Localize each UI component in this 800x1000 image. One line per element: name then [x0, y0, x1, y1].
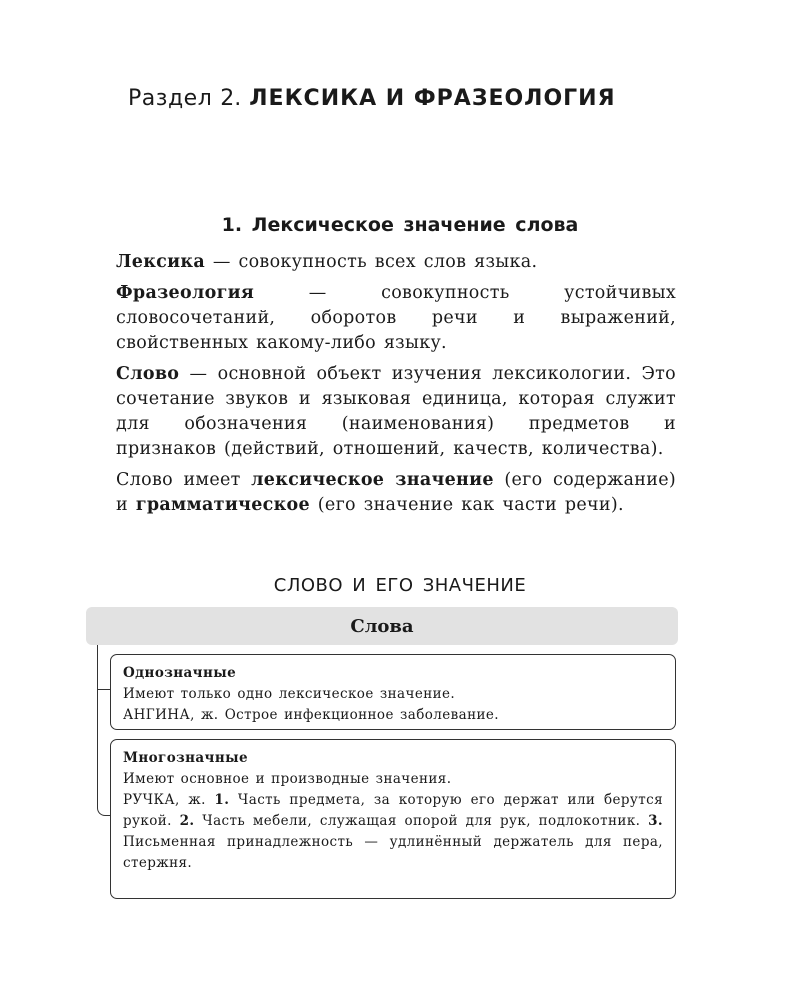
multi-meaning-title: Многозначные [123, 750, 249, 766]
section-number: 2. [220, 86, 242, 111]
topic-title: 1. Лексическое значение слова [221, 214, 579, 236]
diagram-title: СЛОВО И ЕГО ЗНАЧЕНИЕ [273, 575, 527, 596]
definition-phraseology: — совокупность устойчивых словосочетаний, оборотов речи и выражений, свойственных какому-либо языку. [116, 283, 676, 353]
meaning-number: 3. [648, 813, 664, 829]
term-lexika: Лексика [116, 252, 205, 272]
text-fragment: (его значение как части речи). [309, 495, 624, 515]
body-text [116, 250, 676, 524]
single-meaning-box [110, 654, 676, 730]
text-fragment: Слово имеет [116, 470, 252, 490]
diagram-connector-tick [97, 689, 111, 690]
term-lexical-meaning: лексическое значение [251, 470, 494, 490]
paragraph-meanings [116, 468, 676, 518]
section-word: Раздел [128, 86, 213, 111]
section-title: ЛЕКСИКА И ФРАЗЕОЛОГИЯ [249, 86, 616, 111]
single-meaning-title: Однозначные [123, 665, 237, 681]
definition-lexika: — совокупность всех слов языка. [204, 252, 538, 272]
multi-meaning-desc: Имеют основное и производные значения. [123, 771, 452, 787]
meaning-text: Часть мебели, служащая опорой для рук, подлокотник. [194, 813, 649, 829]
paragraph-word [116, 362, 676, 462]
term-word: Слово [116, 364, 180, 384]
example-word: РУЧКА, ж. [123, 792, 206, 808]
single-meaning-example: АНГИНА, ж. Острое инфекционное заболевание. [123, 707, 499, 723]
text-fragment: (его содержание) и [116, 470, 676, 515]
term-grammatical: грамматическое [135, 495, 310, 515]
diagram-header: Слова [86, 607, 678, 645]
single-meaning-desc: Имеют только одно лексическое значение. [123, 686, 456, 702]
paragraph-lexika [116, 250, 676, 275]
meaning-number: 2. [179, 813, 195, 829]
term-phraseology: Фразеология [116, 283, 255, 303]
paragraph-phraseology [116, 281, 676, 356]
meaning-number: 1. [214, 792, 230, 808]
meaning-text: Часть предмета, за которую его держат или берутся рукой. [123, 792, 663, 829]
meaning-text: Письменная принадлежность — удлинённый держатель для пера, стержня. [123, 834, 663, 871]
multi-meaning-box [110, 739, 676, 899]
section-heading [128, 86, 616, 111]
multi-meaning-example [123, 790, 663, 874]
definition-word: — основной объект изучения лексикологии. Это сочетание звуков и языковая единица, которая служит для обозначения (наименования) предметов и признаков (действий, отношений, качеств, количества). [116, 364, 676, 459]
